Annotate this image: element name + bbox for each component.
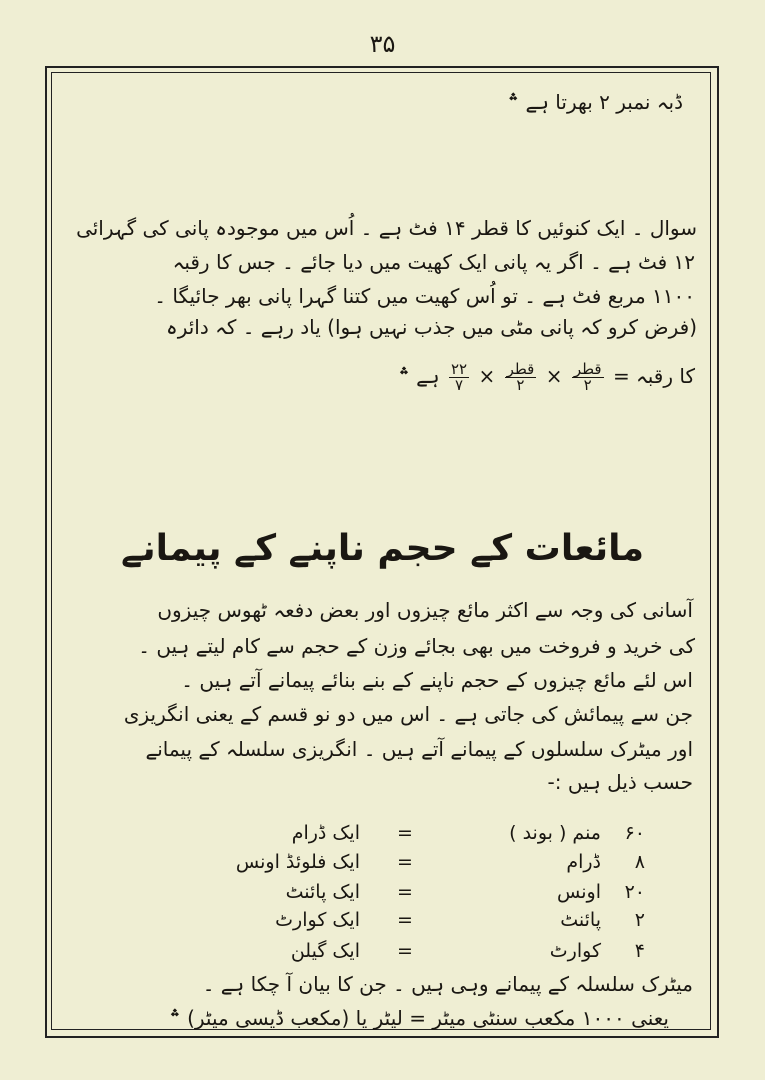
paragraph-line-4: جن سے پیمائش کی جاتی ہے ۔ اس میں دو نو قسم کے یعنی انگریزی: [123, 702, 693, 726]
table-result: ایک پائنٹ: [285, 881, 360, 903]
fraction-numerator: ۲۲: [450, 360, 468, 378]
table-equals: =: [397, 881, 413, 903]
paragraph-line-3: اس لئے مائع چیزوں کے حجم ناپنے کے بنے بنائے پیمانے آتے ہیں ۔: [181, 668, 693, 692]
table-unit: اونس: [557, 881, 601, 903]
paragraph-line-1: آسانی کی وجہ سے اکثر مائع چیزوں اور بعض دفعہ ٹھوس چیزوں: [157, 598, 693, 622]
fraction-denominator: ۲: [583, 376, 592, 394]
question-line-2: ۱۲ فٹ ہے ۔ اگر یہ پانی ایک کھیت میں دیا جائے ۔ جس کا رقبہ: [172, 250, 695, 274]
times-sign: ×: [478, 364, 496, 388]
fraction-diameter-half-1: [572, 362, 604, 393]
table-equals: =: [397, 940, 413, 962]
table-num: ۶۰: [624, 822, 645, 844]
table-result: ایک گیلن: [290, 940, 360, 962]
fraction-denominator: ۲: [516, 376, 525, 394]
fraction-numerator: قطر: [506, 360, 535, 378]
table-num: ۸: [634, 851, 645, 873]
fraction-pi: [449, 362, 469, 393]
table-row: [175, 822, 645, 850]
table-equals: =: [397, 822, 413, 844]
table-num: ۴: [634, 940, 645, 962]
paragraph-line-6: حسب ذیل ہیں :-: [547, 770, 693, 794]
question-line-4: (فرض کرو کہ پانی مٹی میں جذب نہیں ہوا) یاد رہے ۔ کہ دائرہ: [165, 315, 697, 339]
table-equals: =: [397, 909, 413, 931]
table-num: ۲: [634, 909, 645, 931]
paragraph-line-5: اور میٹرک سلسلوں کے پیمانے آتے ہیں ۔ انگریزی سلسلہ کے پیمانے: [145, 737, 693, 761]
table-result: ایک ڈرام: [291, 822, 360, 844]
fraction-denominator: ۷: [454, 376, 464, 394]
fraction-numerator: قطر: [573, 360, 602, 378]
formula-suffix: ہے ؞: [398, 364, 440, 388]
paragraph-line-2: کی خرید و فروخت میں بھی بجائے وزن کے حجم سے کام لیتے ہیں ۔: [138, 634, 695, 658]
metric-line-1: میٹرک سلسلہ کے پیمانے وہی ہیں ۔ جن کا بیان آ چکا ہے ۔: [202, 972, 693, 996]
table-num: ۲۰: [624, 881, 645, 903]
page-number: ۳۵: [369, 30, 396, 58]
fraction-diameter-half-2: [505, 362, 537, 393]
table-unit: ڈرام: [566, 851, 601, 873]
table-row: [175, 940, 645, 968]
section-heading: مائعات کے حجم ناپنے کے پیمانے: [120, 528, 644, 569]
table-equals: =: [397, 851, 413, 873]
table-unit: منم ( بوند ): [509, 822, 601, 844]
formula-prefix: کا رقبہ =: [612, 364, 695, 388]
top-note: ڈبہ نمبر ۲ بھرتا ہے ؞: [507, 90, 683, 114]
table-unit: پائنٹ: [560, 909, 601, 931]
table-row: [175, 909, 645, 937]
metric-line-2: یعنی ۱۰۰۰ مکعب سنٹی میٹر = لیٹر یا (مکعب ڈیسی میٹر) ؞: [169, 1006, 669, 1030]
question-line-1: سوال ۔ ایک کنوئیں کا قطر ۱۴ فٹ ہے ۔ اُس میں موجودہ پانی کی گہرائی: [76, 216, 697, 240]
question-line-3: ۱۱۰۰ مربع فٹ ہے ۔ تو اُس کھیت میں کتنا گہرا پانی بھر جائیگا ۔: [154, 284, 695, 308]
table-row: [175, 881, 645, 909]
times-sign: ×: [545, 364, 563, 388]
table-result: ایک فلوئڈ اونس: [235, 851, 360, 873]
area-formula: [398, 362, 695, 393]
table-unit: کوارٹ: [549, 940, 601, 962]
table-result: ایک کوارٹ: [275, 909, 360, 931]
table-row: [175, 851, 645, 879]
